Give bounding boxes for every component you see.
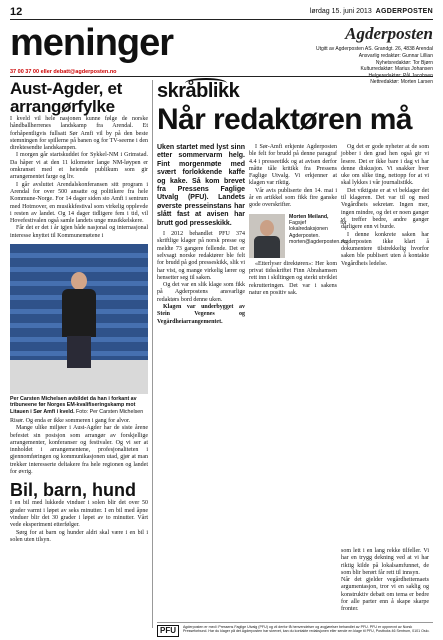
- paragraph: I Sør-Amfi erkjente Agderposten ble felt for brudd på denne paragraf 4.4 i presseetikk og at avisen derfor måtte tåle kritikk fra Pressens Faglige Utvalg. Vi erkjenner at klagen var riktig.: [249, 144, 337, 187]
- article-body: [10, 500, 148, 544]
- staff-line: Kulturredaktør: Marius Johansen: [360, 66, 433, 72]
- paragraph: Risør. Og enda er ikke sommeren i gang for alvor.: [10, 417, 131, 424]
- header-rule: [10, 76, 433, 77]
- author-photo: [249, 214, 285, 258]
- article-body: [10, 116, 148, 240]
- pfu-footer: [157, 622, 433, 637]
- paragraph-lead: Klagen var underbygget av Stein Vegenes og Vegårdheiarrangementet.: [157, 304, 245, 325]
- paragraph: I denne konkrete saken har Agderposten ikke klart å dokumentere tilstrekkelig hvorfor saken ble publisert uten å kontakte Vegårdheis ledelse.: [341, 231, 429, 267]
- paragraph: I morgen går startskuddet for Sykkel-NM i Grimstad. Da håper vi at den 11 kilometer lange NM-løypen er omkranset med et heiende publikum som gir arrangementet farge og liv.: [10, 152, 148, 181]
- paragraph: I kveld vil hele nasjonen kunne følge de norske håndballherrenes landskamp fra Arendal. Et forhåpentligvis fullsatt Sør Amfi vil by på den beste stemningen for spillerne på banen og for TV-seerne i den direktesendte landskampen.: [10, 116, 148, 152]
- paragraph: Vår avis publiserte den 14. mai i år en artikkel som fikk fire ganske gode overskrifter.: [249, 187, 337, 209]
- article-title: Aust-Agder, et arrangørfylke: [10, 79, 122, 116]
- staff-line: Nettredaktør: Morten Larsen: [370, 79, 433, 85]
- article-body-continued: [10, 418, 148, 476]
- kicker-arc-icon: [185, 78, 227, 88]
- page-header: [10, 6, 433, 20]
- headline: Når redaktøren må: [157, 103, 412, 136]
- paragraph: «Etterlyser direktøren»: Her kom privat tidsskriftet Finn Abrahamsen rett inn i skiltingen og sterkt utviklet rekrutteringen. Det var i sakens natur en positiv sak.: [249, 260, 337, 296]
- editorial-column: [10, 80, 148, 544]
- page-number: 12: [10, 6, 23, 18]
- column-2: [249, 144, 347, 297]
- staff-line: Helgeredaktør: Pål Jacobsen: [368, 72, 433, 79]
- issue-date: lørdag 15. juni 2013: [309, 8, 372, 15]
- paragraph: Når det gjelder vegårdheitemaets argumentasjon, tror vi en saklig og konstruktiv debatt om tema er bedre for alle parter enn å skape skarpe fronter.: [341, 577, 429, 613]
- debate-article: [157, 80, 433, 613]
- author-info: [289, 214, 346, 258]
- paragraph: I en bil med lukkede vinduer i solen blir det over 50 grader varmt i løpet av seks minutter. I en bil med åpne vinduer blir det 30 grader i løpet av to minutter. Vårt vede eksperiment etterfølger.: [10, 500, 148, 529]
- column-3: [341, 144, 429, 268]
- staff-line: Ansvarlig redaktør: Gunnar Lillian: [358, 53, 433, 59]
- paragraph: Og det var en slik klage som fikk på Agderpostens ansvarlige redaktørs bord denne uken.: [157, 282, 245, 303]
- paragraph: I 2012 behandlet PFU 374 skriftlige klager på norsk presse og meldte 73 gangere fellende. Det er selvsagt norske redaktører ble felt for brudd på god presseskikk, slik vi har vist, og mange virkelig lærer og hensetter seg til saken.: [157, 231, 245, 281]
- kicker-text: skråblikk: [157, 80, 240, 102]
- paper-name: AGDERPOSTEN: [375, 8, 433, 15]
- contact-line: 37 00 37 00 eller debatt@agderposten.no: [10, 69, 117, 75]
- caption-text: Per Carsten Michelsen avbildet da han i forkant av tribuneene før Norges EM-kvalifiseringskamp mot Litauen i Sør Amfi i kveld.: [10, 396, 137, 415]
- author-role: Fagsjef for lokalredaksjonen i Agderposten.: [289, 219, 347, 239]
- photo-credit: Foto: Per Carsten Michelsen: [76, 408, 144, 415]
- staff-line: Nyhetsredaktør: Tor Bjørn: [375, 59, 433, 66]
- pfu-notice: Agderposten er med i Pressens Faglige Utvalg (PFU) og vil derfor få henvendelser og avgjørelser behandlet av PFU. PFU er oppnevnt av Norsk Presseforbund. Har du klager på det Agderposten har skrevet, kan du kontakte redaksjonen eller sende en klage til PFU, Postboks 46 Sentrum, 0101 Oslo.: [183, 625, 430, 634]
- paragraph: Det viktigste er at vi beklager det til klageren. Det var til og med Vegårdheis sekretær. Ingen mer, ingen mindre, og det er noen ganger vi treffer bedre, andre ganger dårligere enn vi burde.: [341, 187, 429, 231]
- photo-caption: [10, 396, 148, 415]
- ingress: Uken startet med lyst sinn etter sommervarm helg. Fint morgenmøte med svært forlokkende kaffe og kake. Så kom brevet fra Pressens Faglige Utvalg (PFU). Landets øverste presseinstans har slått fast at avisen har brutt god presseskikk.: [157, 144, 245, 227]
- person-figure: [62, 272, 96, 368]
- paragraph: I går avsluttet Arendalskonferansen sitt program i Arendal for over 500 ansatte og politikere fra hele Kommune-Norge. For 14 dager siden sto Amfi i sentrum med Hotmover, en musikkfestival som virkelig opplevde i resten av landet. Og 14 dager tidligere fem i tid, vil Hovefestivalen også samle landets unge musikkelskere.: [10, 181, 148, 225]
- column-divider: [152, 80, 153, 628]
- author-box: [249, 213, 347, 258]
- paragraph: som lett i en lang rekke tilfeller. Vi har en trygg dekning ved at vi har riktig kilde på lokalsamfunnet, de som blir berørt får rett til innsyn.: [341, 548, 429, 576]
- date-bar: [310, 8, 433, 15]
- section-title: meninger: [10, 22, 174, 64]
- paragraph: Sørg for at barn og hunder aldri skal være i en bil i solen uten tilsyn.: [10, 529, 148, 543]
- paragraph: Mange ulike miljøer i Aust-Agder har de siste årene befestet sin posisjon som arrangør av forskjellige arrangementer, konferanser og festivaler. Og vi ser at innholdet i arrangementene, profesjonaliteten i gjennomføringen og kommunikasjonen utad, gjør at man trekker interesserte deltakere fra hele regionen og landet for øvrig.: [10, 425, 148, 476]
- kicker: [157, 80, 433, 102]
- paragraph: Og det er gode nyheter at de som jobber i den grad hen også gir vi lesere. Det er ikke bare i dag vi har denne diskusjon. Vi snakker hver uke om slike ting, nettopp for at vi skal lykkes i vår journalistikk.: [341, 144, 429, 187]
- pfu-logo: PFU: [157, 625, 179, 637]
- masthead-owner: Utgitt av Agderposten AS. Grandgt. 26, 4838 Arendal: [315, 46, 433, 52]
- column-1: [157, 144, 245, 326]
- stadium-photo: [10, 244, 148, 394]
- author-email: morten@agderposten.no: [289, 238, 347, 245]
- column-4: [341, 548, 429, 614]
- author-name: Morten Meiland,: [289, 213, 329, 220]
- paragraph: Får det er det i år igjen både nasjonal og internasjonal interesse knyttet til Kommunemøtene i: [10, 225, 148, 239]
- agderposten-logo: Agderposten: [345, 24, 433, 43]
- article-title: Bil, barn, hund: [10, 480, 136, 501]
